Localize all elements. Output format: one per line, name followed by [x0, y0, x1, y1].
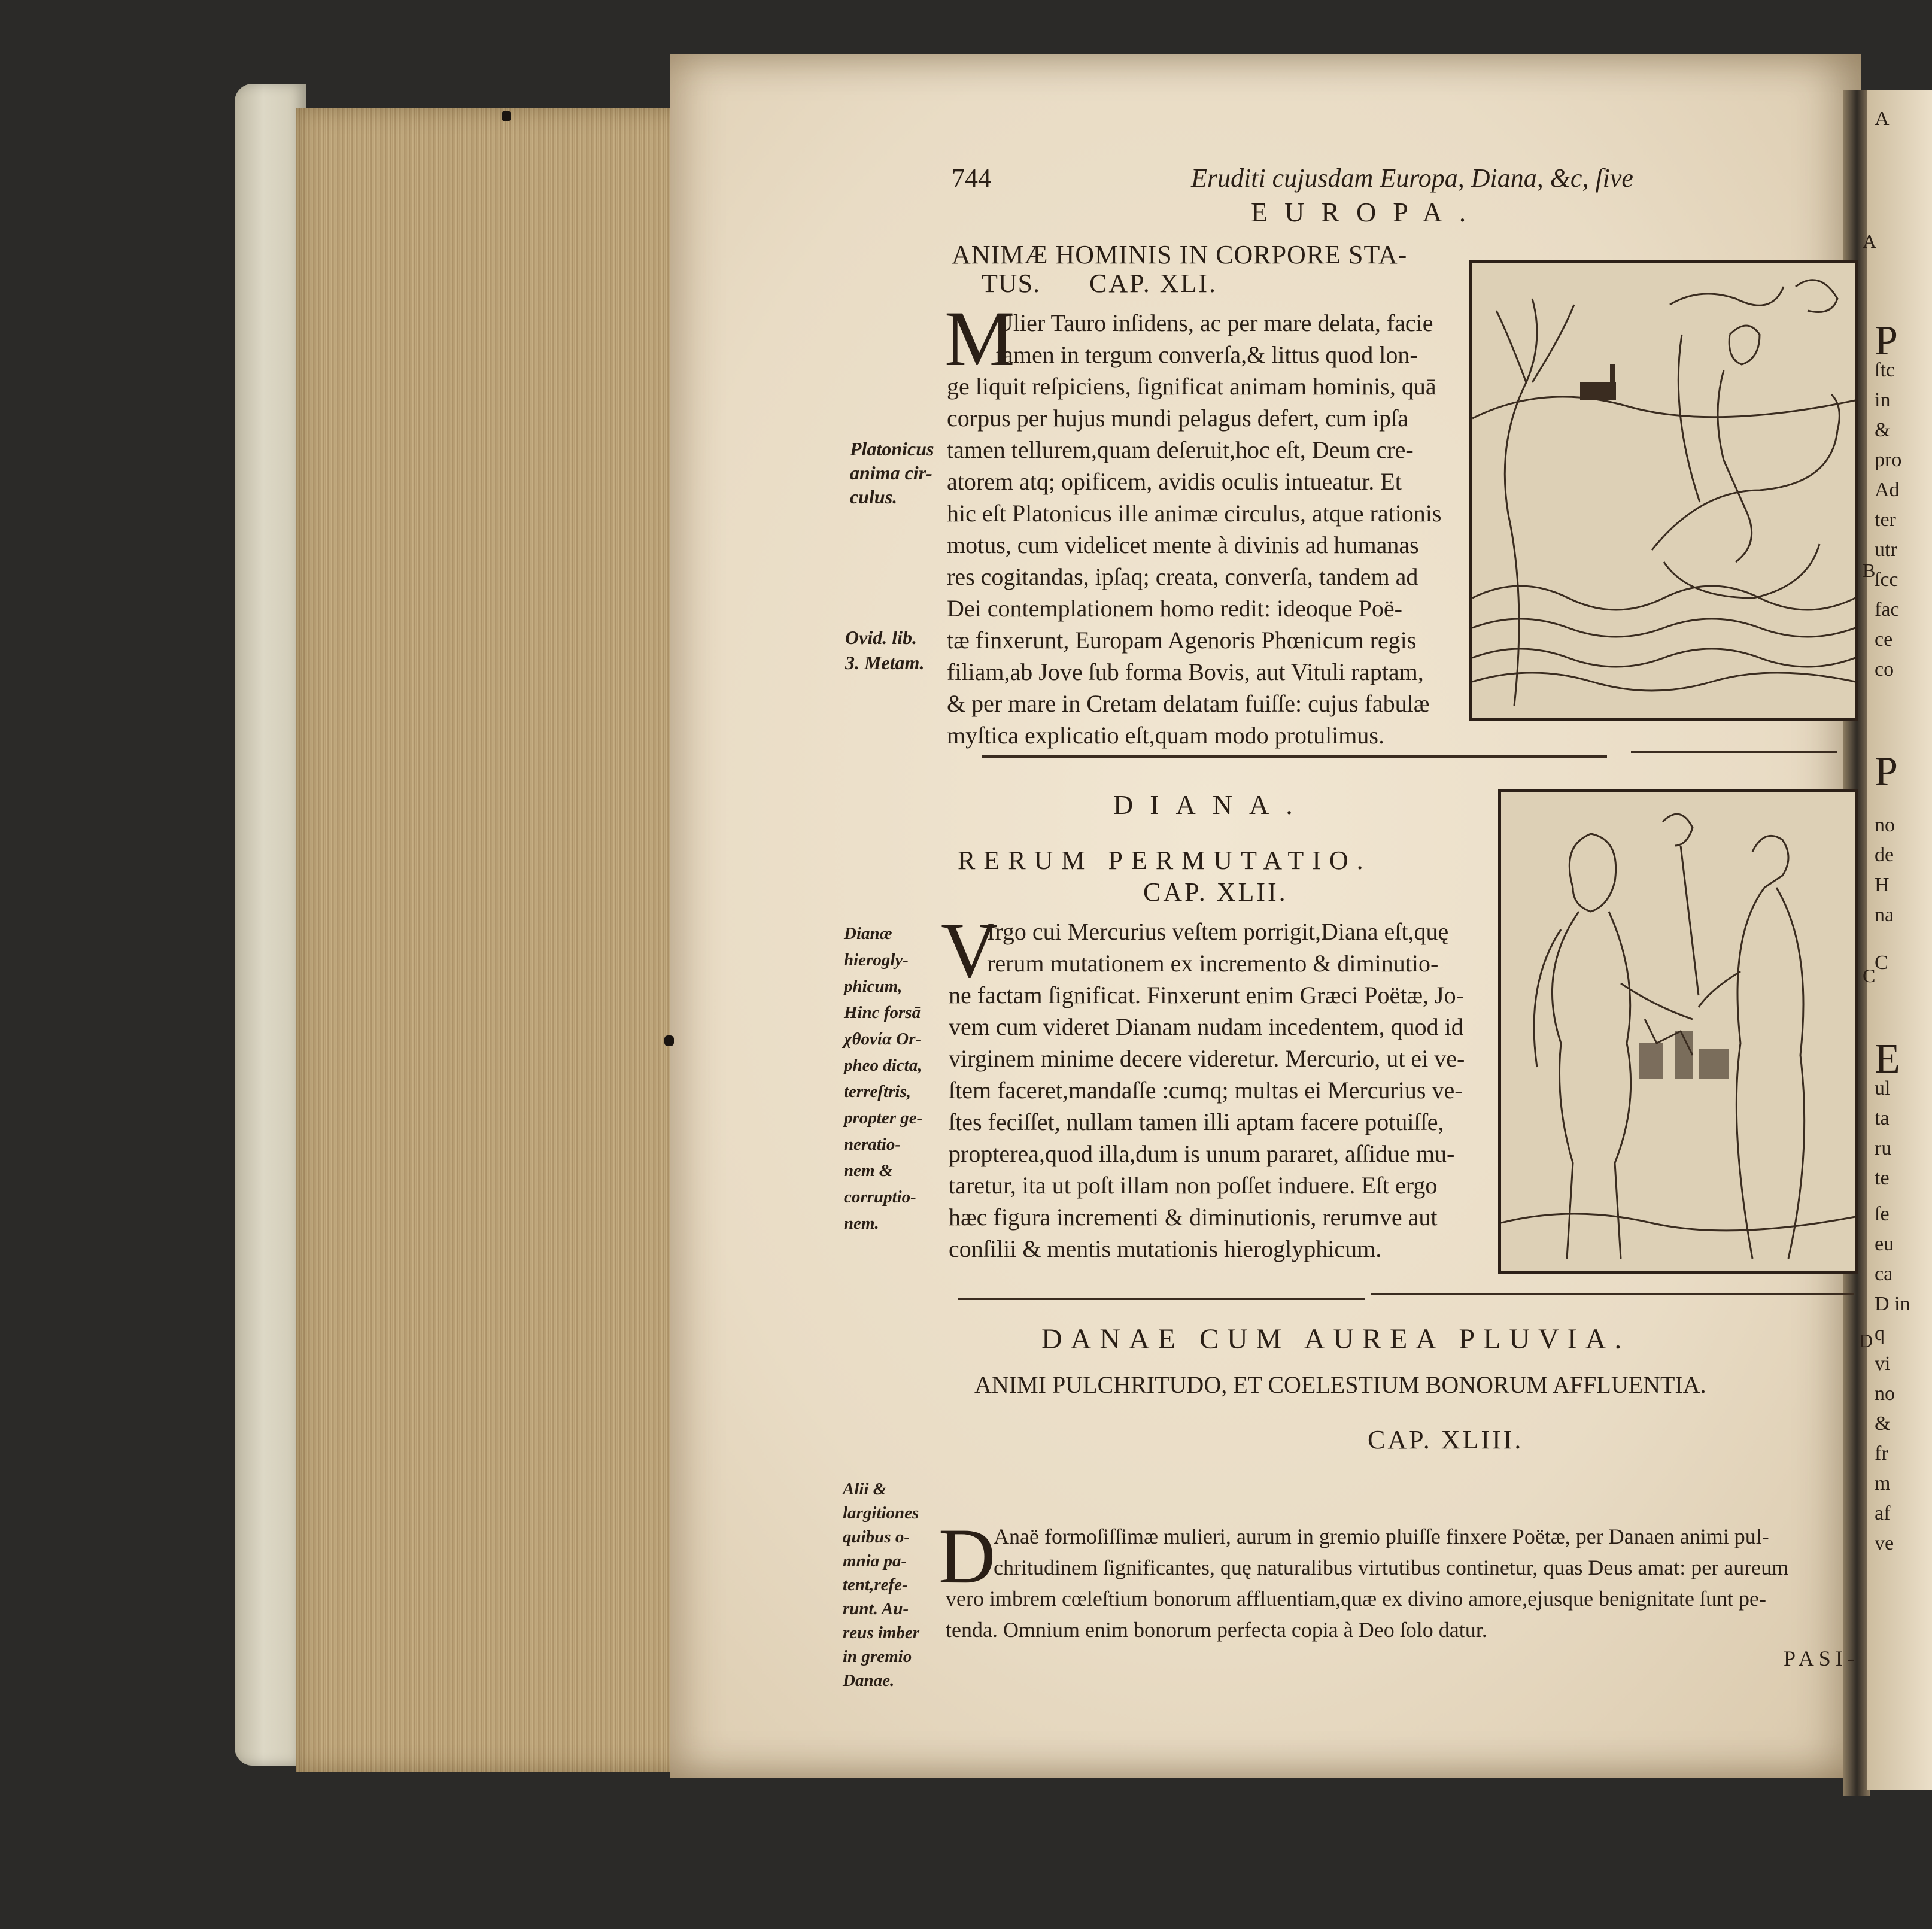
diana-chapter-number: CAP. XLII.	[1143, 877, 1288, 907]
europa-section-title: EUROPA.	[1251, 197, 1483, 227]
margin-note-line: anima cir-	[850, 462, 932, 484]
text-line: ge liquit reſpiciens, ſignificat animam hominis, quā	[947, 373, 1436, 400]
facing-page-fragment: de	[1875, 844, 1894, 866]
facing-page-fragment: &	[1875, 419, 1891, 441]
text-line: ne factam ſignificat. Finxerunt enim Græci Poëtæ, Jo-	[949, 982, 1464, 1008]
section-divider-1b	[1631, 751, 1837, 753]
text-line: conſilii & mentis mutationis hieroglyphicum.	[949, 1235, 1382, 1262]
facing-page-fragment: eu	[1875, 1233, 1894, 1255]
diana-woodcut	[1498, 789, 1858, 1274]
facing-page-fragment: utr	[1875, 539, 1897, 561]
margin-note-line: corruptio-	[844, 1187, 916, 1207]
europa-woodcut	[1469, 260, 1858, 721]
margin-note-line: hierogly-	[844, 950, 909, 970]
diana-woodcut-illustration	[1501, 792, 1855, 1271]
facing-page-fragment: m	[1875, 1472, 1891, 1494]
diana-chapter-title: RERUM PERMUTATIO.	[958, 846, 1372, 875]
edge-mark-icon	[664, 1035, 674, 1046]
margin-note-line: neratio-	[844, 1135, 901, 1154]
text-line: Ulier Tauro inſidens, ac per mare delata, facie	[996, 309, 1433, 336]
text-line: filiam,ab Jove ſub forma Bovis, aut Vituli raptam,	[947, 658, 1424, 685]
europa-woodcut-illustration	[1472, 263, 1855, 718]
facing-page-fragment: af	[1875, 1502, 1891, 1524]
europa-chapter-number: CAP. XLI.	[1089, 269, 1218, 298]
text-line: chritudinem ſignificantes, quę naturalibus virtutibus continetur, quas Deus amat: per aureum	[994, 1556, 1789, 1579]
facing-page-fragment: H	[1875, 874, 1890, 896]
facing-page-fragment: A	[1875, 108, 1890, 130]
facing-page-fragment: na	[1875, 904, 1894, 926]
danae-chapter-number: CAP. XLIII.	[1368, 1425, 1524, 1454]
text-line: Dei contemplationem homo redit: ideoque Poë-	[947, 595, 1402, 622]
danae-section-title: DANAE CUM AUREA PLUVIA.	[1041, 1323, 1630, 1355]
facing-page-fragment: te	[1875, 1167, 1890, 1189]
section-divider-2	[958, 1298, 1365, 1300]
text-line: tenda. Omnium enim bonorum perfecta copia à Deo ſolo datur.	[946, 1618, 1487, 1642]
danae-chapter-title: ANIMI PULCHRITUDO, ET COELESTIUM BONORUM AFFLUENTIA.	[974, 1371, 1706, 1398]
text-line: taretur, ita ut poſt illam non poſſet induere. Eſt ergo	[949, 1172, 1438, 1199]
catchword: PASI-	[1784, 1647, 1860, 1670]
margin-note-line: phicum,	[844, 977, 903, 996]
margin-note-line: χθονία Or-	[844, 1029, 922, 1049]
section-divider-2b	[1371, 1293, 1854, 1295]
margin-note-line: pheo dicta,	[844, 1056, 922, 1075]
facing-page-fragment: q	[1875, 1323, 1885, 1345]
margin-note-line: Dianæ	[844, 924, 892, 943]
facing-page-fragment: ſe	[1875, 1203, 1890, 1225]
margin-note-line: Platonicus	[850, 438, 934, 460]
text-line: hæc figura incrementi & diminutionis, rerumve aut	[949, 1204, 1438, 1231]
margin-note-line: propter ge-	[844, 1108, 923, 1128]
letter-mark-d: D	[1859, 1330, 1873, 1351]
margin-note-line: nem.	[844, 1214, 879, 1233]
facing-page-fragment: in	[1875, 389, 1891, 411]
letter-mark-b: B	[1863, 560, 1876, 581]
margin-note-line: 3. Metam.	[845, 652, 925, 673]
facing-page-fragment: D in	[1875, 1293, 1910, 1315]
text-line: myſtica explicatio eſt,quam modo protulimus.	[947, 722, 1384, 749]
text-line: hic eſt Platonicus ille animæ circulus, atque rationis	[947, 500, 1442, 527]
text-line: tamen in tergum converſa,& littus quod lon-	[996, 341, 1418, 368]
facing-page-fragment: co	[1875, 658, 1894, 681]
facing-page-fragment: fac	[1875, 599, 1900, 621]
facing-page-fragment: P	[1875, 749, 1898, 795]
facing-page-fragment: P	[1875, 318, 1898, 364]
text-line: atorem atq; opificem, avidis oculis intueatur. Et	[947, 468, 1402, 495]
facing-page-fragment: no	[1875, 814, 1895, 836]
running-head: Eruditi cujusdam Europa, Diana, &c, ſive	[1191, 163, 1633, 193]
margin-note-line: terreſtris,	[844, 1082, 911, 1101]
text-line: propterea,quod illa,dum is unum pararet, aſſidue mu-	[949, 1140, 1455, 1167]
text-line: tamen tellurem,quam deſeruit,hoc eſt, Deum cre-	[947, 436, 1414, 463]
facing-page-fragment: ta	[1875, 1107, 1890, 1129]
margin-note-line: runt. Au-	[843, 1599, 909, 1618]
facing-page-fragment: E	[1875, 1036, 1900, 1082]
margin-note-line: Danae.	[843, 1671, 895, 1690]
text-line: vero imbrem cœleſtium bonorum affluentiam,quæ ex divino amore,ejusque benignitate ſunt pe-	[946, 1587, 1766, 1611]
margin-note-line: Ovid. lib.	[845, 627, 917, 648]
spine-mark-icon	[502, 111, 511, 121]
text-line: corpus per hujus mundi pelagus defert, cum ipſa	[947, 405, 1408, 432]
facing-page-fragment: ul	[1875, 1077, 1891, 1099]
facing-page-fragment: ca	[1875, 1263, 1893, 1285]
text-line: & per mare in Cretam delatam fuiſſe: cujus fabulæ	[947, 690, 1430, 717]
text-line: rerum mutationem ex incremento & diminutio-	[987, 950, 1439, 977]
book-spine	[235, 84, 306, 1766]
facing-page-fragment: pro	[1875, 449, 1902, 471]
danae-drop-cap: D	[938, 1512, 996, 1600]
facing-page-edge	[1867, 90, 1932, 1790]
text-line: Irgo cui Mercurius veſtem porrigit,Diana eſt,quę	[987, 918, 1449, 945]
facing-page-fragment: ve	[1875, 1532, 1894, 1554]
facing-page-fragment: &	[1875, 1412, 1891, 1435]
facing-page-fragment: ter	[1875, 509, 1896, 531]
text-line: Anaë formoſiſſimæ mulieri, aurum in gremio pluiſſe finxere Poëtæ, per Danaen animi pul-	[994, 1524, 1769, 1548]
text-line: vem cum videret Dianam nudam incedentem, quod id	[949, 1013, 1463, 1040]
margin-note-line: largitiones	[843, 1503, 919, 1523]
margin-note-line: quibus o-	[843, 1527, 910, 1547]
margin-note-line: Alii &	[843, 1480, 887, 1499]
facing-page-fragment: ſcc	[1875, 569, 1898, 591]
text-line: ſtem faceret,mandaſſe :cumq; multas ei Mercurius ve-	[949, 1077, 1463, 1104]
text-line: motus, cum videlicet mente à divinis ad humanas	[947, 531, 1419, 558]
facing-page-fragment: ru	[1875, 1137, 1892, 1159]
facing-page-fragment: ſtc	[1875, 359, 1895, 381]
europa-chapter-title-line-1: ANIMÆ HOMINIS IN CORPORE STA-	[952, 240, 1408, 269]
margin-note-line: tent,refe-	[843, 1575, 908, 1594]
margin-note-line: Hinc forsā	[844, 1003, 921, 1022]
facing-page-fragment: vi	[1875, 1353, 1891, 1375]
facing-page-fragment: no	[1875, 1383, 1895, 1405]
margin-note-line: reus imber	[843, 1623, 920, 1642]
facing-page-fragment: ce	[1875, 628, 1893, 651]
letter-mark-c: C	[1863, 965, 1876, 986]
page-edges	[296, 108, 691, 1772]
facing-page-fragment: fr	[1875, 1442, 1888, 1465]
page-number: 744	[952, 163, 991, 193]
text-line: ſtes feciſſet, nullam tamen illi aptam facere potuiſſe,	[949, 1108, 1444, 1135]
margin-note-line: in gremio	[843, 1647, 912, 1666]
europa-chapter-title-line-2: TUS.	[982, 269, 1041, 298]
text-line: tæ finxerunt, Europam Agenoris Phœnicum regis	[947, 627, 1417, 654]
margin-note-line: nem &	[844, 1161, 893, 1180]
facing-page-fragment: Ad	[1875, 479, 1900, 501]
text-line: virginem minime decere videretur. Mercurio, ut ei ve-	[949, 1045, 1465, 1072]
letter-mark-a: A	[1863, 230, 1877, 252]
europa-drop-cap: M	[944, 294, 1015, 382]
section-divider-1	[982, 755, 1607, 758]
diana-drop-cap: V	[941, 906, 998, 994]
text-line: res cogitandas, ipſaq; creata, converſa, tandem ad	[947, 563, 1418, 590]
margin-note-line: mnia pa-	[843, 1551, 907, 1570]
facing-page-fragment: C	[1875, 952, 1888, 974]
diana-section-title: DIANA.	[1113, 789, 1310, 820]
margin-note-line: culus.	[850, 486, 898, 508]
